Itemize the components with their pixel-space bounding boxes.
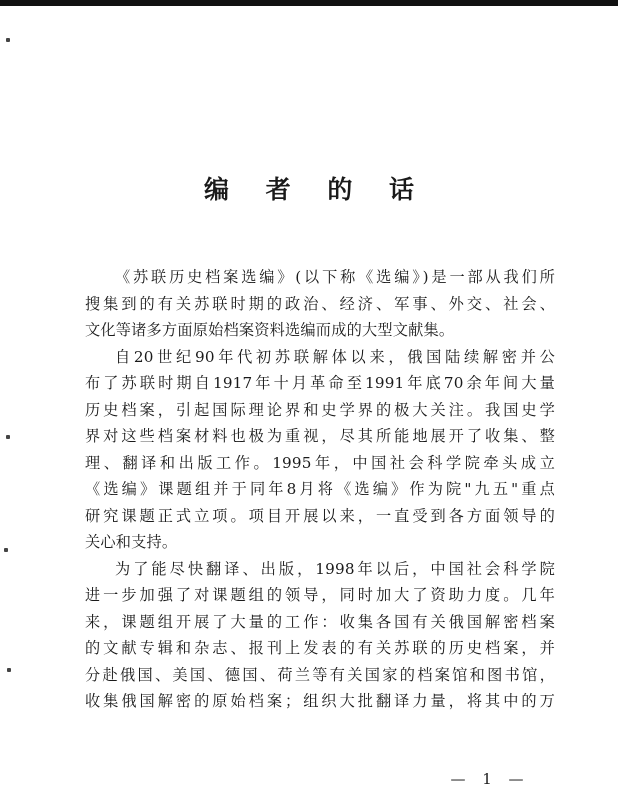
- text-line: 收集俄国解密的原始档案；组织大批翻译力量，将其中的万: [85, 692, 555, 710]
- top-border-rule: [0, 0, 618, 6]
- text-line: 进一步加强了对课题组的领导，同时加大了资助力度。几年: [85, 586, 555, 604]
- page-title: 编 者 的 话: [203, 175, 429, 204]
- text-line: 来，课题组开展了大量的工作：收集各国有关俄国解密档案: [85, 612, 555, 631]
- text-line: 理、翻译和出版工作。1995年，中国社会科学院牵头成立: [85, 453, 555, 472]
- scan-artifact: [7, 668, 11, 672]
- text-line: 研究课题正式立项。项目开展以来，一直受到各方面领导的: [85, 506, 555, 525]
- text-line: 的文献专辑和杂志、报刊上发表的有关苏联的历史档案，并: [85, 639, 555, 657]
- text-line: 自20世纪90年代初苏联解体以来，俄国陆续解密并公: [115, 347, 555, 366]
- text-line: 《苏联历史档案选编》(以下称《选编》)是一部从我们所: [115, 268, 555, 286]
- text-line: 为了能尽快翻译、出版，1998年以后，中国社会科学院: [115, 559, 555, 578]
- text-line: 搜集到的有关苏联时期的政治、经济、军事、外交、社会、: [85, 294, 555, 313]
- text-line: 分赴俄国、美国、德国、荷兰等有关国家的档案馆和图书馆，: [85, 665, 555, 684]
- scan-artifact: [6, 435, 10, 439]
- scan-artifact: [6, 38, 10, 42]
- text-line: 关心和支持。: [85, 533, 178, 551]
- text-line: 布了苏联时期自1917年十月革命至1991年底70余年间大量: [85, 374, 555, 392]
- text-line: 《选编》课题组并于同年8月将《选编》作为院"九五"重点: [85, 480, 555, 498]
- text-line: 历史档案，引起国际理论界和史学界的极大关注。我国史学: [85, 400, 555, 419]
- page-number: — 1 —: [450, 770, 530, 788]
- text-line: 界对这些档案材料也极为重视，尽其所能地展开了收集、整: [85, 427, 555, 445]
- text-line: 文化等诸多方面原始档案资料选编而成的大型文献集。: [85, 321, 455, 339]
- body-text: [85, 264, 555, 715]
- scan-artifact: [4, 548, 8, 552]
